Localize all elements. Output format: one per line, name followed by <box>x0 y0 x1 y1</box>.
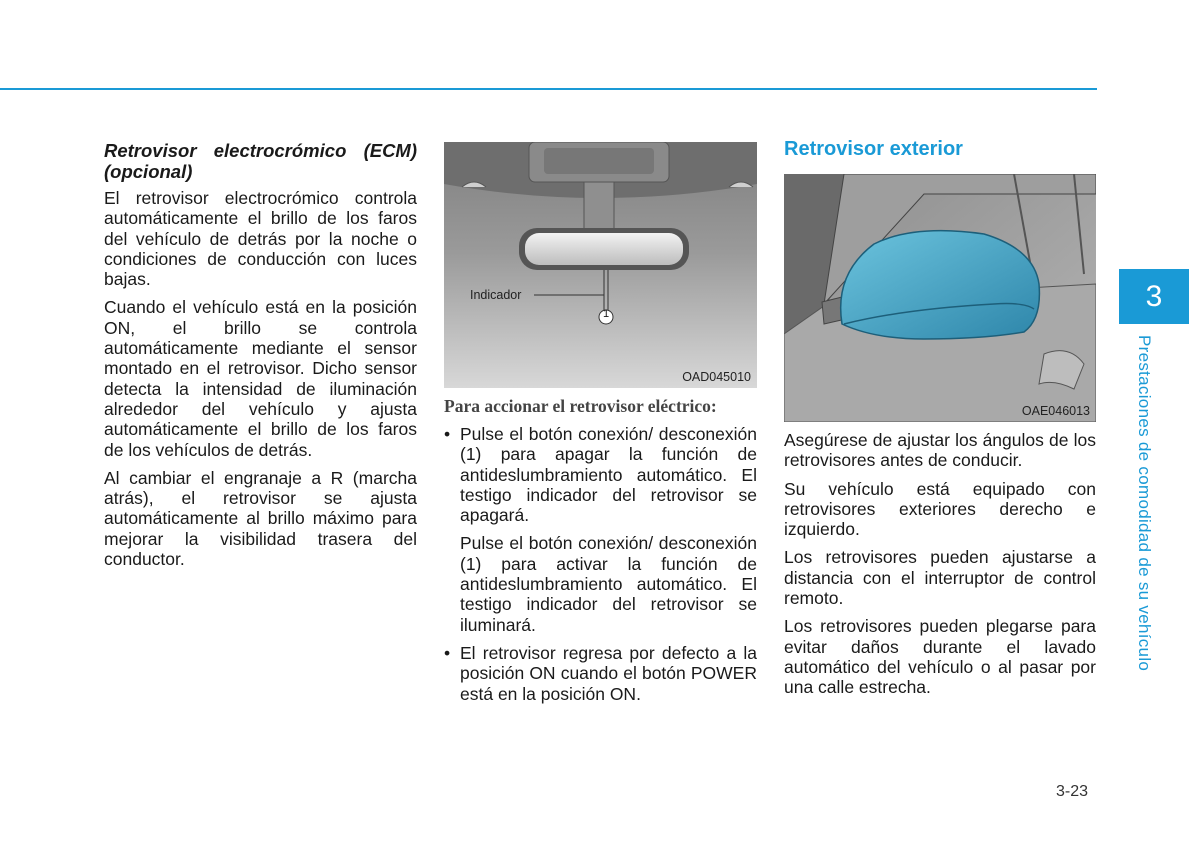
ecm-heading: Retrovisor electrocrómico (ECM) (opcional) <box>104 140 417 182</box>
callout-number: 1 <box>602 308 610 320</box>
paragraph: Los retrovisores pueden ajustarse a distancia con el interruptor de control remoto. <box>784 547 1096 609</box>
bullet-text: Pulse el botón conexión/ desconexión (1) para apagar la función de antideslumbramiento automático. El testigo indicador del retrovisor se apagará. <box>460 424 757 526</box>
figure-code: OAE046013 <box>1021 404 1090 418</box>
paragraph: El retrovisor electrocrómico controla automáticamente el brillo de los faros del vehículo de detrás por la noche o condiciones de conducción con luces bajas. <box>104 188 417 290</box>
paragraph: Su vehículo está equipado con retrovisores exteriores derecho e izquierdo. <box>784 478 1096 540</box>
paragraph: Asegúrese de ajustar los ángulos de los retrovisores antes de conducir. <box>784 430 1096 471</box>
chapter-title: Prestaciones de comodidad de su vehículo <box>1135 335 1154 672</box>
bullet-symbol: • <box>444 424 451 444</box>
column-middle <box>444 396 757 712</box>
column-left <box>104 140 417 577</box>
bullet-continuation: Pulse el botón conexión/ desconexión (1) para activar la función de antideslumbramiento automático. El testigo indicador del retrovisor se iluminará. <box>460 533 757 635</box>
page-number: 3-23 <box>1056 783 1089 800</box>
section-title: Retrovisor exterior <box>784 138 963 160</box>
paragraph: Al cambiar el engranaje a R (marcha atrás), el retrovisor se ajusta automáticamente al brillo máximo para mejorar la visibilidad trasera del conductor. <box>104 467 417 570</box>
exterior-mirror-illustration <box>784 174 1096 422</box>
bullet-item <box>444 643 757 704</box>
header-rule <box>0 88 1097 90</box>
bullet-item <box>444 424 757 525</box>
paragraph: Los retrovisores pueden plegarse para evitar daños durante el lavado automático del vehículo o al pasar por una calle estrecha. <box>784 616 1096 698</box>
figure-code: OAD045010 <box>682 370 751 384</box>
column-right <box>784 430 1096 706</box>
indicator-label: Indicador <box>470 288 522 302</box>
interior-mirror-figure <box>444 142 757 388</box>
chapter-title-vertical <box>1137 335 1157 675</box>
chapter-tab: 3 <box>1119 269 1189 324</box>
operate-heading: Para accionar el retrovisor eléctrico: <box>444 396 717 416</box>
interior-mirror-illustration <box>444 142 757 388</box>
bullet-symbol: • <box>444 642 451 663</box>
bullet-text: El retrovisor regresa por defecto a la posición ON cuando el botón POWER está en la posición ON. <box>460 642 757 704</box>
exterior-mirror-figure <box>784 174 1096 422</box>
paragraph: Cuando el vehículo está en la posición ON, el brillo se controla automáticamente mediante el sensor montado en el retrovisor. Dicho sensor detecta la intensidad de iluminación alrededor del vehículo y ajusta automáticamente el brillo de los faros de los vehículos de detrás. <box>104 297 417 460</box>
